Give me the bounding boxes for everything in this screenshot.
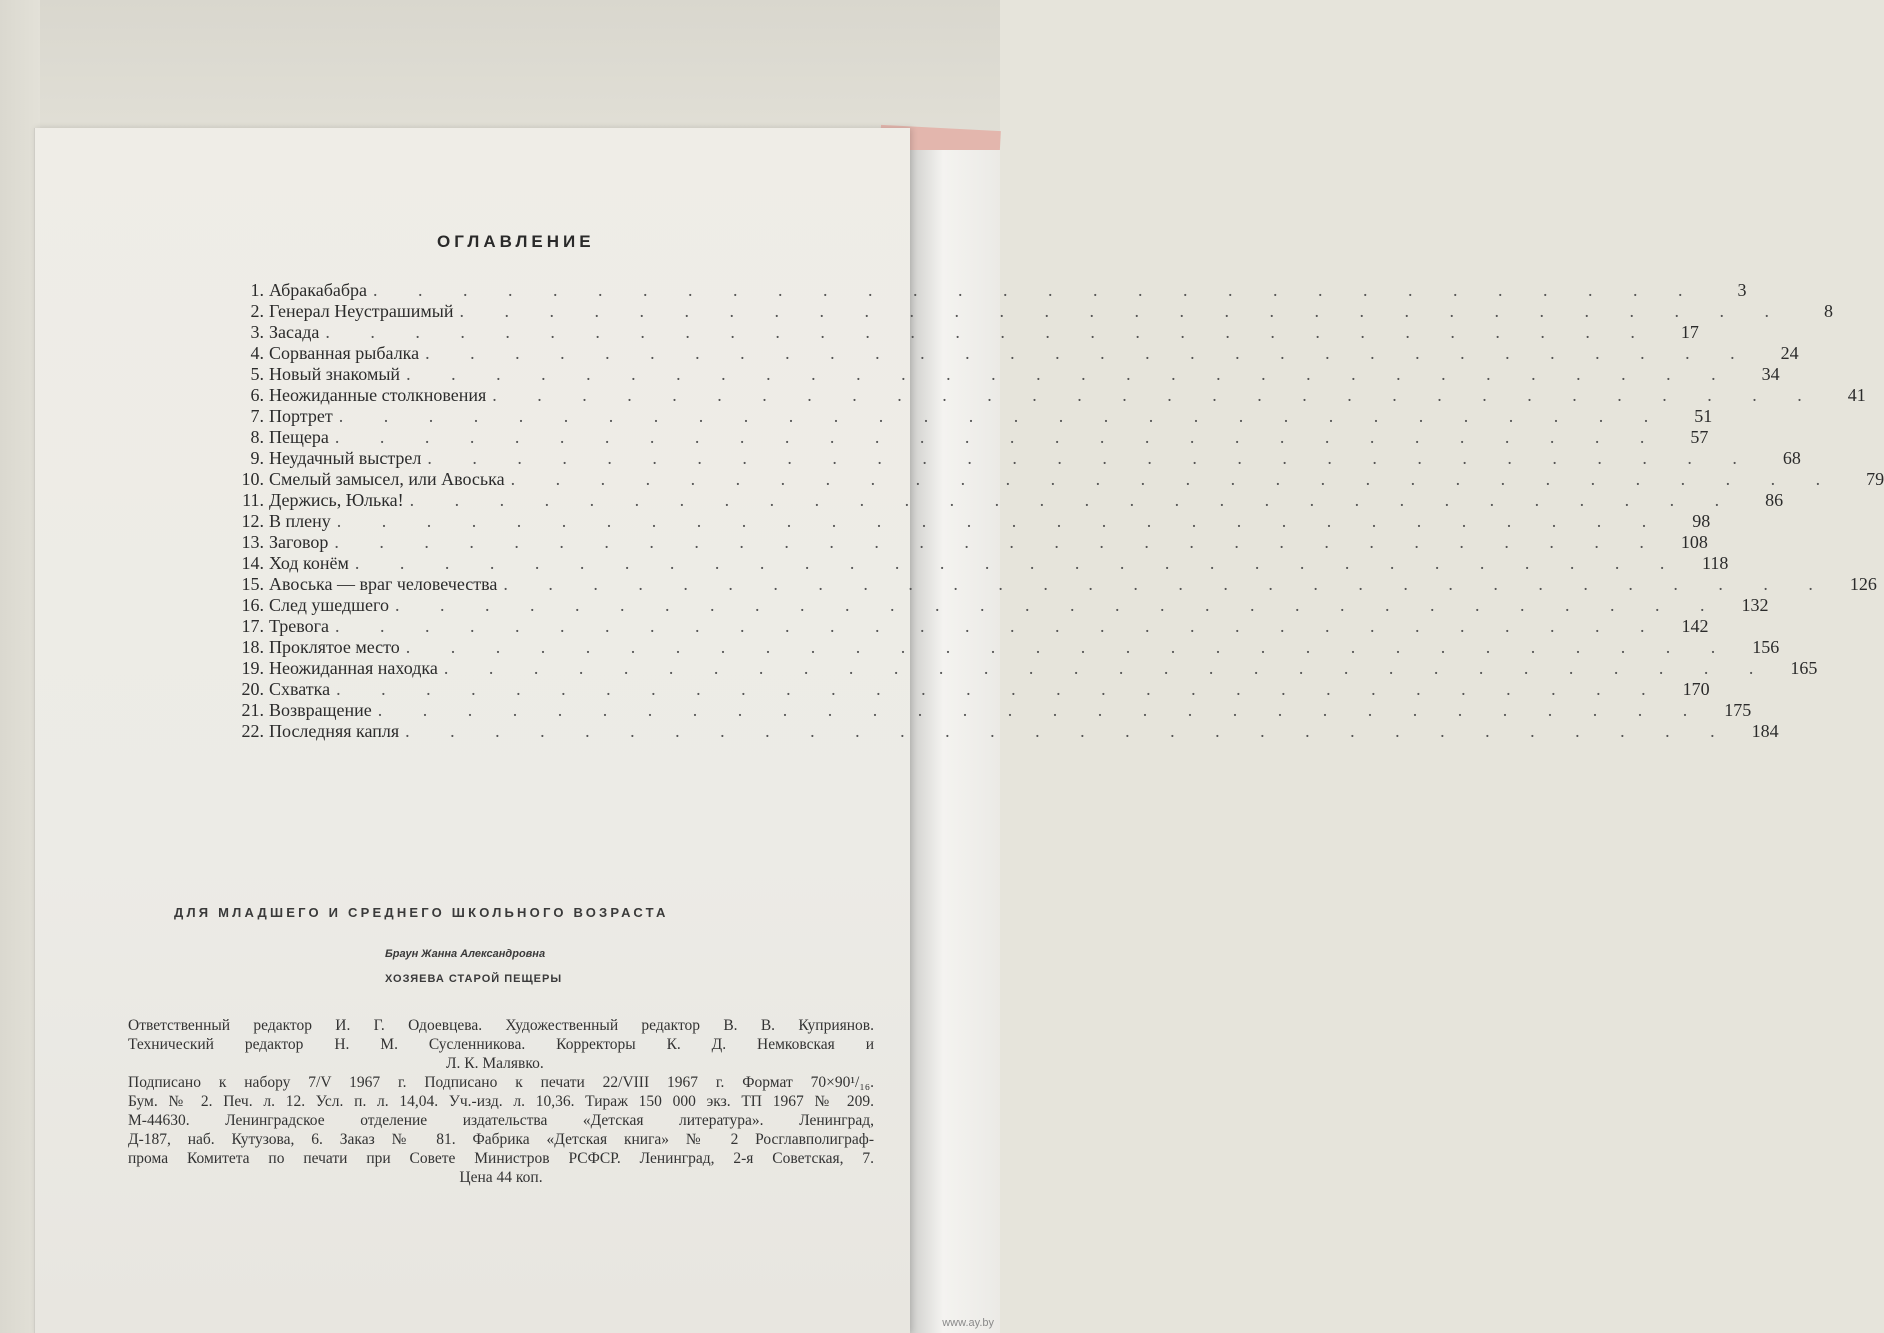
toc-entry-page: 86: [1765, 490, 1784, 510]
site-watermark: www.ay.by: [942, 1317, 994, 1329]
toc-entry-title: Смелый замысел, или Авоська: [269, 469, 505, 489]
toc-leader-dots: . . . . . . . . . . . . . . . . . . . . . . . . . . . . . .: [334, 427, 1663, 447]
toc-entry-page: 17: [1680, 322, 1699, 342]
toc-leader-dots: . . . . . . . . . . . . . . . . . . . . . . . . . . . . . .: [406, 364, 1734, 384]
price-line: Цена 44 коп.: [459, 1169, 543, 1186]
toc-leader-dots: . . . . . . . . . . . . . . . . . . . . . . . . . . . . . .: [503, 574, 1831, 594]
toc-entry-title: След ушедшего: [269, 595, 389, 615]
toc-entry-number: 16.: [241, 595, 264, 615]
imprint-line: М-44630. Ленинградское отделение издательства «Детская литература». Ленинград,: [128, 1112, 874, 1129]
imprint-line: прома Комитета по печати при Совете Министров РСФСР. Ленинград, 2-я Советская, 7.: [128, 1150, 874, 1167]
toc-entry: [238, 637, 1780, 658]
toc-entry-number: 8.: [250, 427, 264, 447]
toc-entry: [238, 532, 1708, 553]
toc-leader-dots: . . . . . . . . . . . . . . . . . . . . . . . . . . . . . .: [377, 700, 1706, 720]
imprint-block: [128, 1016, 874, 1187]
toc-entry-page: 156: [1752, 637, 1780, 657]
toc-entry: [238, 679, 1710, 700]
toc-entry-number: 14.: [241, 553, 264, 573]
toc-entry-title: Неожиданные столкновения: [269, 385, 487, 405]
toc-entry-page: 51: [1694, 406, 1713, 426]
imprint-line: Ответственный редактор И. Г. Одоевцева. Художественный редактор В. В. Куприянов.: [128, 1017, 874, 1034]
toc-heading: ОГЛАВЛЕНИЕ: [437, 232, 595, 251]
toc-entry: [238, 427, 1709, 448]
toc-leader-dots: . . . . . . . . . . . . . . . . . . . . . . . . . . . . . .: [394, 595, 1723, 615]
toc-leader-dots: . . . . . . . . . . . . . . . . . . . . . . . . . . . . . .: [354, 553, 1683, 573]
toc-entry-page: 8: [1824, 301, 1833, 321]
author-name: Браун Жанна Александровна: [385, 948, 546, 960]
imprint-line: Технический редактор Н. М. Сусленникова. Корректоры К. Д. Немковская и: [128, 1036, 874, 1053]
toc-entry: [238, 406, 1713, 427]
toc-entry-number: 13.: [241, 532, 264, 552]
toc-entry-title: Проклятое место: [269, 637, 400, 657]
toc-entry-page: 126: [1849, 574, 1877, 594]
toc-entry-page: 132: [1741, 595, 1769, 615]
toc-entry-title: Абракабабра: [269, 280, 367, 300]
toc-entry-title: Авоська — враг человечества: [269, 574, 498, 594]
toc-entry: [238, 343, 1799, 364]
book-title: ХОЗЯЕВА СТАРОЙ ПЕЩЕРЫ: [385, 973, 563, 985]
toc-entry-number: 11.: [242, 490, 264, 510]
audience-line: ДЛЯ МЛАДШЕГО И СРЕДНЕГО ШКОЛЬНОГО ВОЗРАСТА: [174, 905, 669, 920]
toc-leader-dots: . . . . . . . . . . . . . . . . . . . . . . . . . . . . . .: [336, 511, 1665, 531]
toc-entry-title: Тревога: [269, 616, 330, 636]
imprint-line: Д-187, наб. Кутузова, 6. Заказ № 81. Фабрика «Детская книга» № 2 Росглавполиграф-: [128, 1131, 874, 1148]
toc-entry-number: 7.: [250, 406, 264, 426]
toc-entry: [238, 553, 1729, 574]
toc-entry: [238, 364, 1780, 385]
toc-entry-page: 170: [1682, 679, 1710, 699]
toc-entry: [238, 385, 1866, 406]
toc-leader-dots: . . . . . . . . . . . . . . . . . . . . . . . . . . . . . .: [409, 490, 1738, 510]
toc-entry: [238, 322, 1699, 343]
toc-leader-dots: . . . . . . . . . . . . . . . . . . . . . . . . . . . . . .: [459, 301, 1787, 321]
toc-entry-title: Возвращение: [269, 700, 372, 720]
toc-entry-number: 17.: [241, 616, 264, 636]
toc-entry-number: 9.: [250, 448, 264, 468]
toc-entry-title: Новый знакомый: [269, 364, 401, 384]
toc-entry: [238, 574, 1877, 595]
toc-entry-number: 21.: [241, 700, 264, 720]
toc-entry-title: Держись, Юлька!: [269, 490, 404, 510]
toc-entry: [238, 511, 1711, 532]
toc-entry-title: Портрет: [269, 406, 333, 426]
toc-entry-page: 57: [1690, 427, 1709, 447]
toc-entry-page: 175: [1724, 700, 1752, 720]
imprint-line: Подписано к набору 7/V 1967 г. Подписано к печати 22/VIII 1967 г. Формат 70×90¹/₁₆.: [128, 1074, 874, 1091]
toc-entry-number: 19.: [241, 658, 264, 678]
toc-entry-number: 4.: [250, 343, 264, 363]
toc-entry-page: 165: [1790, 658, 1818, 678]
toc-entry-title: Последняя капля: [269, 721, 400, 741]
toc-leader-dots: . . . . . . . . . . . . . . . . . . . . . . . . . . . . . .: [336, 679, 1664, 699]
toc-entry-page: 108: [1680, 532, 1708, 552]
toc-leader-dots: . . . . . . . . . . . . . . . . . . . . . . . . . . . . . .: [325, 322, 1653, 342]
toc-entry-title: Сорванная рыбалка: [269, 343, 420, 363]
toc-entry-title: Пещера: [269, 427, 329, 447]
toc-entry-number: 12.: [241, 511, 264, 531]
toc-entry-number: 20.: [241, 679, 264, 699]
toc-entry: [238, 301, 1833, 322]
toc-entry-title: Засада: [269, 322, 320, 342]
toc-leader-dots: . . . . . . . . . . . . . . . . . . . . . . . . . . . . . .: [405, 637, 1734, 657]
toc-entry-title: Ход конём: [269, 553, 349, 573]
toc-entry: [238, 490, 1784, 511]
toc-entry-number: 18.: [241, 637, 264, 657]
toc-entry-number: 22.: [241, 721, 264, 741]
toc-entry-number: 5.: [250, 364, 264, 384]
toc-entry: [238, 280, 1747, 301]
toc-entry-page: 3: [1737, 280, 1747, 300]
toc-entry-page: 184: [1751, 721, 1779, 741]
imprint-line: Бум. № 2. Печ. л. 12. Усл. п. л. 14,04. Уч.-изд. л. 10,36. Тираж 150 000 экз. ТП 1967 № 209.: [128, 1093, 874, 1110]
toc-leader-dots: . . . . . . . . . . . . . . . . . . . . . . . . . . . . . .: [443, 658, 1772, 678]
toc-leader-dots: . . . . . . . . . . . . . . . . . . . . . . . . . . . . . .: [510, 469, 1839, 489]
toc-entry-page: 98: [1692, 511, 1711, 531]
toc-leader-dots: . . . . . . . . . . . . . . . . . . . . . . . . . . . . . .: [334, 532, 1662, 552]
toc-entry-title: Заговор: [269, 532, 329, 552]
toc-entry-number: 1.: [250, 280, 264, 300]
toc-entry-title: В плену: [269, 511, 331, 531]
toc-leader-dots: . . . . . . . . . . . . . . . . . . . . . . . . . . . . . .: [492, 385, 1820, 405]
toc-entry-number: 3.: [250, 322, 264, 342]
toc-entry-page: 68: [1782, 448, 1801, 468]
toc-entry-number: 2.: [250, 301, 264, 321]
book-cover-top: [0, 0, 1000, 140]
toc-entry-title: Схватка: [269, 679, 331, 699]
toc-entry: [238, 700, 1752, 721]
table-of-contents: [238, 280, 1884, 742]
toc-entry-title: Неудачный выстрел: [269, 448, 422, 468]
toc-entry-number: 15.: [241, 574, 264, 594]
toc-entry-page: 34: [1761, 364, 1780, 384]
toc-entry: [238, 595, 1769, 616]
toc-entry-title: Неожиданная находка: [269, 658, 438, 678]
toc-entry-page: 142: [1681, 616, 1709, 636]
toc-leader-dots: . . . . . . . . . . . . . . . . . . . . . . . . . . . . . .: [405, 721, 1733, 741]
toc-leader-dots: . . . . . . . . . . . . . . . . . . . . . . . . . . . . . .: [425, 343, 1753, 363]
toc-entry: [238, 658, 1818, 679]
toc-entry: [238, 616, 1709, 637]
toc-entry-number: 10.: [241, 469, 264, 489]
toc-leader-dots: . . . . . . . . . . . . . . . . . . . . . . . . . . . . . .: [427, 448, 1755, 468]
toc-entry-page: 79: [1866, 469, 1884, 489]
toc-entry-title: Генерал Неустрашимый: [269, 301, 454, 321]
toc-entry-page: 41: [1847, 385, 1866, 405]
toc-entry-page: 118: [1702, 553, 1729, 573]
toc-entry-page: 24: [1780, 343, 1799, 363]
toc-entry-number: 6.: [250, 385, 264, 405]
toc-leader-dots: . . . . . . . . . . . . . . . . . . . . . . . . . . . . . .: [373, 280, 1701, 300]
toc-entry: [238, 448, 1801, 469]
toc-leader-dots: . . . . . . . . . . . . . . . . . . . . . . . . . . . . . .: [338, 406, 1667, 426]
toc-entry: [238, 469, 1884, 490]
imprint-line: Л. К. Малявко.: [446, 1055, 544, 1072]
toc-leader-dots: . . . . . . . . . . . . . . . . . . . . . . . . . . . . . .: [335, 616, 1663, 636]
toc-entry: [238, 721, 1779, 742]
